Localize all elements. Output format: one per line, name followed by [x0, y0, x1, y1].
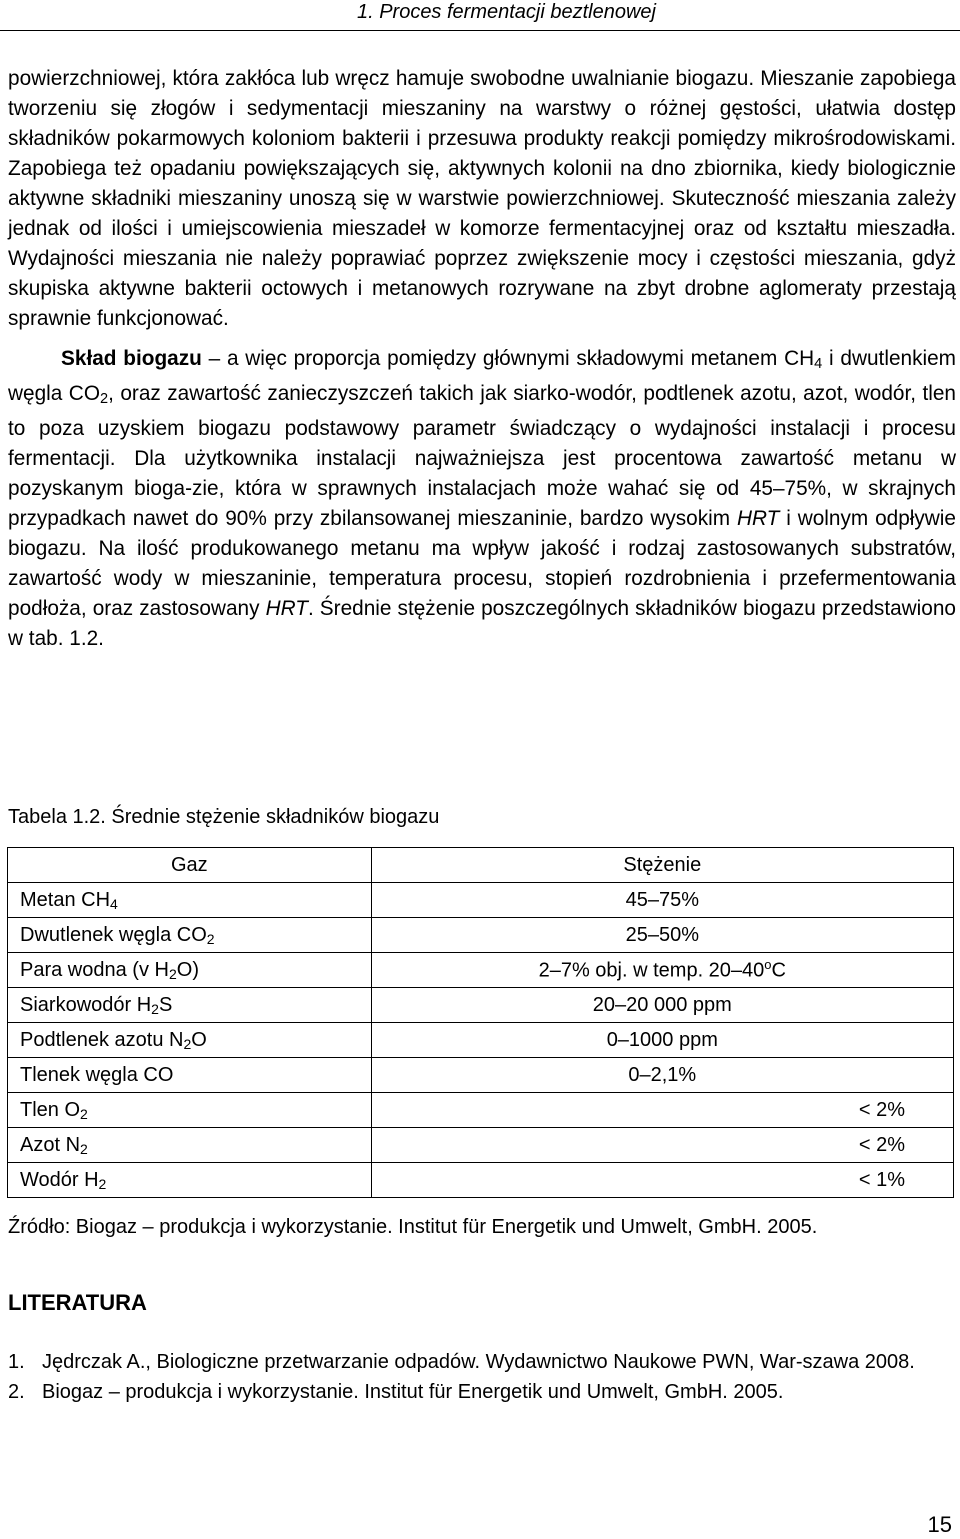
gas-cell	[8, 1023, 372, 1058]
gas-cell	[8, 1163, 372, 1198]
concentration-cell	[371, 918, 953, 953]
gas-name-suffix: O	[191, 1028, 207, 1051]
gas-cell	[8, 1093, 372, 1128]
hrt-abbr: HRT	[736, 507, 780, 530]
concentration-cell	[371, 1023, 953, 1058]
subscript: 2	[183, 1035, 192, 1052]
p2-text-e: . Średnie stężenie poszczególnych składników biogazu przedstawiono w tab. 1.2.	[8, 597, 956, 650]
gas-name: Metan CH	[20, 888, 111, 911]
concentration-value: 2–7% obj. w temp. 20–40	[538, 959, 765, 982]
reference-number: 2.	[8, 1381, 25, 1403]
table-row	[8, 1023, 954, 1058]
subscript: 2	[100, 391, 109, 407]
gas-name-suffix: O)	[176, 958, 199, 981]
p2-text-b: i dwutlenkiem węgla CO	[8, 347, 956, 405]
subscript: 2	[168, 965, 177, 982]
reference-list	[8, 1350, 953, 1410]
gas-cell	[8, 918, 372, 953]
table-row	[8, 1093, 954, 1128]
reference-number: 1.	[8, 1351, 25, 1373]
body-text	[8, 64, 956, 654]
concentration-value: 25–50%	[625, 923, 699, 946]
page-number: 15	[927, 1512, 952, 1537]
gas-name: Podtlenek azotu N	[20, 1028, 184, 1051]
table-row	[8, 1163, 954, 1198]
p2-text-c: , oraz zawartość zanieczyszczeń takich jak siarko-wodór, podtlenek azotu, azot, wodór, tlen to poza uzyskiem biogazu podstawowy parametr świadczący o wydajności instalacji i procesu fermentacji. Dla użytkownika instalacji najważniejsza jest procentowa zawartość metanu w pozyskanym bioga-zie, która w sprawnych instalacjach może wahać się od 45–75%, w skrajnych przypadkach nawet do 90% przy zbilansowanej mieszaninie, bardzo wysokim	[8, 382, 957, 530]
concentration-cell	[371, 883, 953, 918]
table-row	[8, 988, 954, 1023]
superscript: o	[764, 957, 772, 973]
table-row	[8, 1058, 954, 1093]
paragraph-biogas-composition	[8, 344, 956, 654]
header-rule	[0, 30, 960, 31]
header-gas: Gaz	[8, 848, 372, 883]
gas-cell	[8, 988, 372, 1023]
table-row	[8, 883, 954, 918]
term-biogas-composition: Skład biogazu	[61, 347, 202, 370]
concentration-value: 20–20 000 ppm	[592, 993, 732, 1016]
unit-suffix: C	[771, 959, 786, 982]
table-row	[8, 918, 954, 953]
table-caption: Tabela 1.2. Średnie stężenie składników biogazu	[8, 806, 440, 828]
concentration-cell	[371, 953, 953, 988]
hrt-abbr: HRT	[265, 597, 308, 620]
concentration-value: < 1%	[858, 1168, 905, 1191]
concentration-cell	[371, 1163, 953, 1198]
gas-name: Para wodna (v H	[20, 958, 169, 981]
subscript: 2	[80, 1140, 88, 1157]
reference-item	[8, 1380, 953, 1404]
concentration-cell	[371, 1128, 953, 1163]
concentration-cell	[371, 988, 953, 1023]
subscript: 2	[151, 1000, 159, 1017]
gas-name: Tlenek węgla CO	[20, 1063, 174, 1086]
concentration-cell	[371, 1058, 953, 1093]
subscript: 2	[80, 1105, 88, 1122]
concentration-value: < 2%	[858, 1098, 905, 1121]
literature-heading: LITERATURA	[8, 1290, 147, 1315]
subscript: 2	[206, 930, 215, 947]
subscript: 2	[98, 1175, 107, 1192]
gas-name: Wodór H	[20, 1168, 99, 1191]
reference-item	[8, 1350, 953, 1374]
concentration-value: 0–2,1%	[628, 1063, 697, 1086]
gas-cell	[8, 883, 372, 918]
table-row	[8, 953, 954, 988]
p2-text-a: – a więc proporcja pomiędzy głównymi składowymi metanem CH	[201, 347, 815, 370]
concentration-cell	[371, 1093, 953, 1128]
subscript: 4	[110, 895, 118, 912]
concentration-value: 0–1000 ppm	[606, 1028, 718, 1051]
table-header-row	[8, 848, 954, 883]
gas-name-suffix: S	[158, 993, 173, 1016]
gas-name: Azot N	[20, 1133, 81, 1156]
paragraph-mixing: powierzchniowej, która zakłóca lub wręcz hamuje swobodne uwalnianie biogazu. Mieszanie zapobiega tworzeniu się złogów i sedymentacji mieszaniny na warstwy o różnej gęstości, ułatwia dostęp składników pokarmowych koloniom bakterii i przesuwa produkty reakcji pomiędzy mikrośrodowiskami. Zapobiega też opadaniu powiększających się, aktywnych kolonii na dno zbiornika, kiedy biologicznie aktywne składniki mieszaniny unoszą się w warstwie powierzchniowej. Skuteczność mieszania zależy jednak od ilości i umiejscowienia mieszadeł w komorze fermentacyjnej oraz od kształtu mieszadła. Wydajności mieszania nie należy poprawiać poprzez zwiększenie mocy i częstości mieszania, gdyż skupiska aktywne bakterii octowych i metanowych rozrywane na zbyt drobne aglomeraty przestają sprawnie funkcjonować.	[8, 67, 956, 330]
gas-name: Siarkowodór H	[20, 993, 152, 1016]
concentration-value: 45–75%	[625, 888, 699, 911]
biogas-composition-table	[7, 847, 954, 1198]
gas-cell	[8, 953, 372, 988]
running-header: 1. Proces fermentacji beztlenowej	[356, 1, 656, 23]
gas-name: Dwutlenek węgla CO	[20, 923, 207, 946]
concentration-value: < 2%	[858, 1133, 905, 1156]
gas-cell	[8, 1058, 372, 1093]
header-concentration: Stężenie	[371, 848, 953, 883]
gas-cell	[8, 1128, 372, 1163]
reference-text: Jędrczak A., Biologiczne przetwarzanie odpadów. Wydawnictwo Naukowe PWN, War-szawa 2008.	[42, 1351, 915, 1373]
reference-text: Biogaz – produkcja i wykorzystanie. Institut für Energetik und Umwelt, GmbH. 2005.	[42, 1381, 784, 1403]
table-source: Źródło: Biogaz – produkcja i wykorzystanie. Institut für Energetik und Umwelt, GmbH. 2005.	[8, 1216, 818, 1238]
subscript: 4	[814, 356, 823, 372]
gas-name: Tlen O	[20, 1098, 81, 1121]
table-row	[8, 1128, 954, 1163]
p2-text-d: i wolnym odpływie biogazu. Na ilość produkowanego metanu ma wpływ jakość i rodzaj zastosowanych substratów, zawartość wody w mieszaninie, temperatura procesu, stopień rozdrobnienia i przefermentowania podłoża, oraz zastosowany	[8, 507, 956, 620]
